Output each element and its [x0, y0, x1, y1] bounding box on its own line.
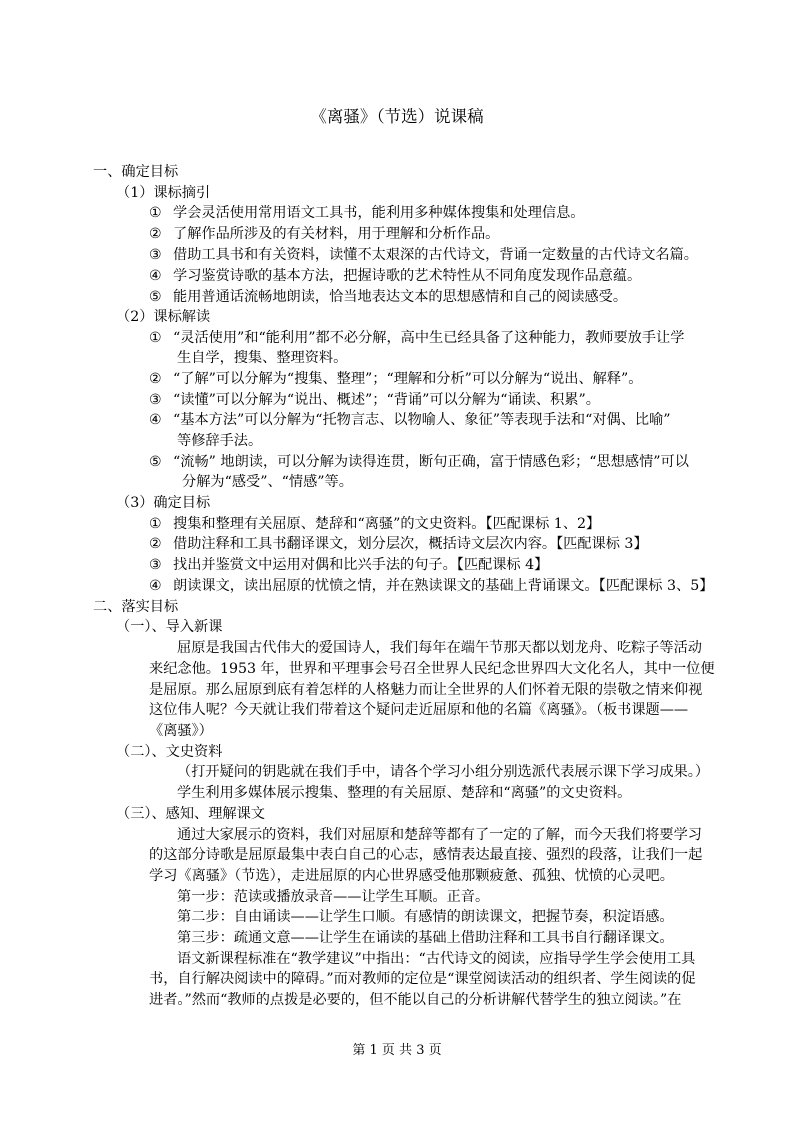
item-number: ②: [149, 371, 162, 387]
page-footer: 第 1 页 共 3 页: [352, 1043, 442, 1058]
item-number: ⑤: [149, 454, 162, 470]
document-title: 《离骚》（节选）说课稿: [310, 107, 484, 126]
item-text: 找出并鉴赏文中运用对偶和比兴手法的句子。【匹配课标 4】: [173, 557, 549, 573]
paragraph-line: 这位伟人呢？今天就让我们带着这个疑问走近屈原和他的名篇《离骚》。（板书课题——: [149, 702, 689, 718]
paragraph-line: 书，自行解决阅读中的障碍。”而对教师的定位是“课堂阅读活动的组织者、学生阅读的促: [149, 971, 696, 987]
paragraph-line: （打开疑问的钥匙就在我们手中，请各个学习小组分别选派代表展示课下学习成果。）: [177, 764, 710, 780]
item-number: ④: [149, 412, 162, 428]
item-number: ④: [149, 578, 162, 594]
list-item: [149, 410, 671, 430]
subsection-heading: （2）课标解读: [116, 309, 211, 325]
list-item: [149, 224, 499, 244]
item-number: ④: [149, 268, 162, 284]
item-text: 学会灵活使用常用语文工具书，能利用多种媒体搜集和处理信息。: [173, 205, 585, 221]
paragraph-line: 第一步：范读或播放录音——让学生耳顺。正音。: [177, 889, 490, 905]
list-item-continuation: 生自学，搜集、整理资料。: [177, 350, 348, 366]
list-item-continuation: 等修辞手法。: [177, 433, 263, 449]
item-text: “基本方法”可以分解为“托物言志、以物喻人、象征”等表现手法和“对偶、比喻”: [173, 412, 671, 428]
list-item: [149, 452, 689, 472]
item-number: ③: [149, 392, 162, 408]
item-text: 搜集和整理有关屈原、楚辞和“离骚”的文史资料。【匹配课标 1、2】: [173, 516, 601, 532]
list-item: [149, 203, 584, 223]
item-number: ③: [149, 247, 162, 263]
subsection-heading: （1）课标摘引: [116, 185, 211, 201]
item-number: ⑤: [149, 289, 162, 305]
list-item: [149, 266, 641, 286]
item-number: ②: [149, 536, 162, 552]
subsection-heading: （二）、文史资料: [116, 744, 223, 760]
list-item: [149, 328, 684, 348]
item-number: ①: [149, 516, 162, 532]
paragraph-line: 第二步：自由诵读——让学生口顺。有感情的朗读课文，把握节奏，积淀语感。: [177, 909, 674, 925]
list-item: [149, 245, 698, 265]
list-item: [149, 369, 642, 389]
paragraph-line: 的这部分诗歌是屈原最集中表白自己的心志，感情表达最直接、强烈的段落，让我们一起: [149, 847, 703, 863]
item-number: ①: [149, 330, 162, 346]
paragraph-line: 来纪念他。1953 年，世界和平理事会号召全世界人民纪念世界四大文化名人，其中一位便: [149, 661, 715, 677]
paragraph-line: 第三步：疏通文意——让学生在诵读的基础上借助注释和工具书自行翻译课文。: [177, 930, 674, 946]
paragraph-line: 《离骚》）: [149, 723, 213, 739]
item-text: 能用普通话流畅地朗读，恰当地表达文本的思想感情和自己的阅读感受。: [173, 289, 628, 305]
list-item-continuation: 分解为“感受”、“情感”等。: [182, 474, 353, 490]
item-text: “灵活使用”和“能利用”都不必分解，高中生已经具备了这种能力，教师要放手让学: [173, 330, 685, 346]
section-heading: 一、确定目标: [93, 164, 179, 180]
paragraph-line: 学生利用多媒体展示搜集、整理的有关屈原、楚辞和“离骚”的文史资料。: [177, 785, 632, 801]
item-text: 学习鉴赏诗歌的基本方法，把握诗歌的艺术特性从不同角度发现作品意蕴。: [173, 268, 642, 284]
paragraph-line: 通过大家展示的资料，我们对屈原和楚辞等都有了一定的了解，而今天我们将要学习: [177, 827, 702, 843]
list-item: [149, 534, 648, 554]
paragraph-line: 语文新课程标准在“教学建议”中指出：“古代诗文的阅读，应指导学生学会使用工具: [177, 951, 696, 967]
item-text: 借助注释和工具书翻译课文，划分层次，概括诗文层次内容。【匹配课标 3】: [173, 536, 648, 552]
paragraph-line: 是屈原。那么屈原到底有着怎样的人格魅力而让全世界的人们怀着无限的崇敬之情来仰视: [149, 682, 703, 698]
subsection-heading: （三）、感知、理解课文: [116, 806, 265, 822]
list-item: [149, 287, 627, 307]
list-item: [149, 390, 600, 410]
paragraph-line: 屈原是我国古代伟大的爱国诗人，我们每年在端午节那天都以划龙舟、吃粽子等活动: [177, 640, 702, 656]
list-item: [149, 514, 600, 534]
item-text: “流畅” 地朗读，可以分解为读得连贯，断句正确，富于情感色彩；“思想感情”可以: [173, 454, 689, 470]
item-text: 了解作品所涉及的有关材料，用于理解和分析作品。: [173, 226, 500, 242]
item-number: ③: [149, 557, 162, 573]
list-item: [149, 555, 548, 575]
subsection-heading: （3）确定目标: [116, 495, 211, 511]
paragraph-line: 进者。”然而“教师的点拨是必要的，但不能以自己的分析讲解代替学生的独立阅读。”在: [149, 992, 682, 1008]
subsection-heading: （一）、导入新课: [116, 619, 223, 635]
item-number: ①: [149, 205, 162, 221]
item-text: 借助工具书和有关资料，读懂不太艰深的古代诗文，背诵一定数量的古代诗文名篇。: [173, 247, 698, 263]
list-item: [149, 576, 713, 596]
paragraph-line: 学习《离骚》（节选），走进屈原的内心世界感受他那颗疲惫、孤独、忧愤的心灵吧。: [149, 868, 674, 884]
item-text: “了解”可以分解为“搜集、整理”；“理解和分析”可以分解为“说出、解释”。: [173, 371, 643, 387]
section-heading: 二、落实目标: [93, 599, 179, 615]
item-text: “读懂”可以分解为“说出、概述”；“背诵”可以分解为“诵读、积累”。: [173, 392, 600, 408]
item-text: 朗读课文，读出屈原的忧愤之情，并在熟读课文的基础上背诵课文。【匹配课标 3、5】: [173, 578, 714, 594]
item-number: ②: [149, 226, 162, 242]
